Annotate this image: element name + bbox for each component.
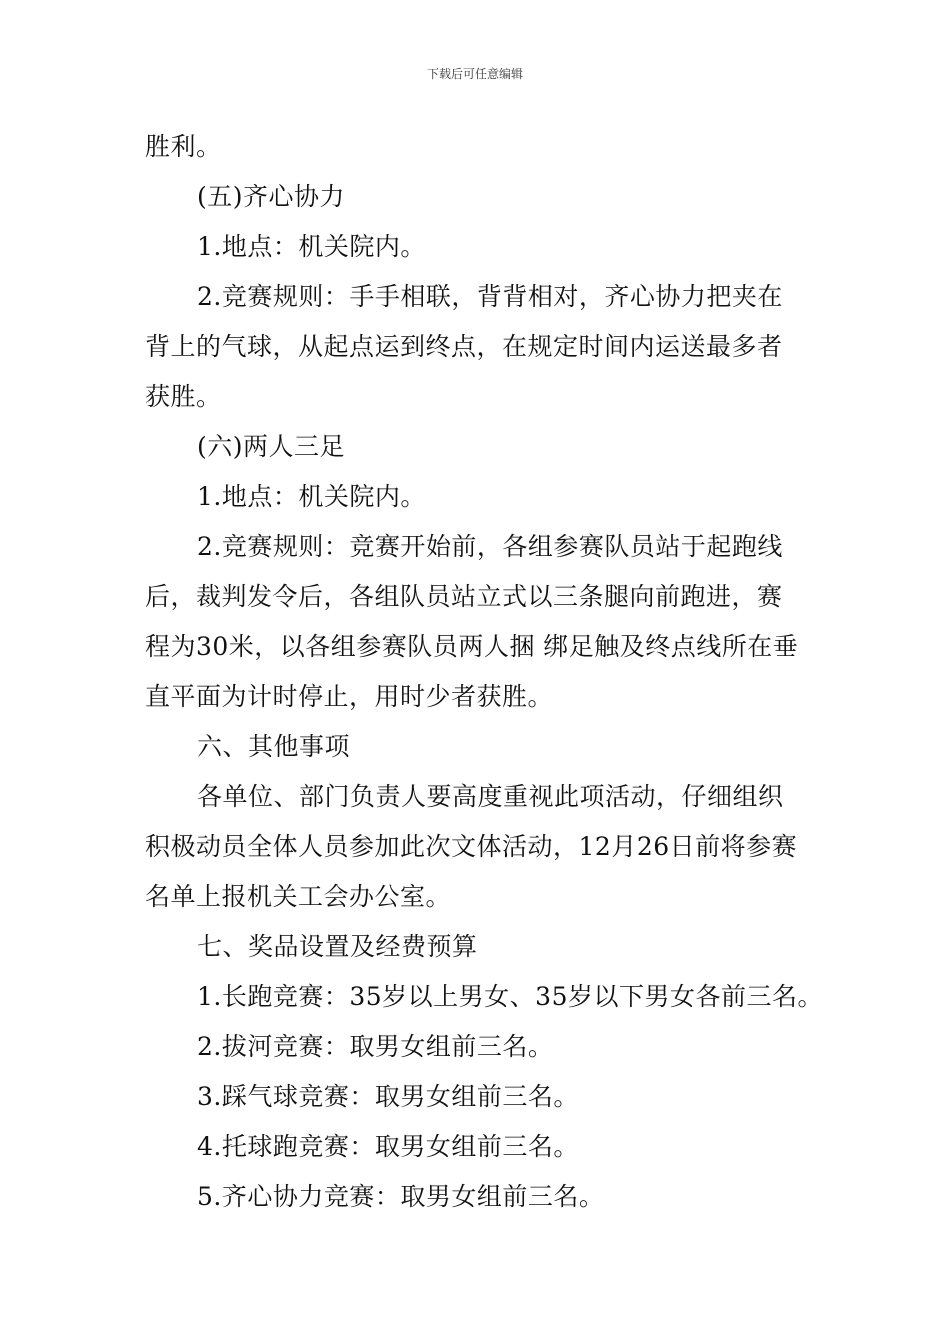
section-heading: (六)两人三足 [197,432,346,461]
paragraph-line: 直平面为计时停止，用时少者获胜。 [145,682,554,711]
paragraph-line: 获胜。 [145,382,222,411]
paragraph-line: 名单上报机关工会办公室。 [145,882,452,911]
page-header-note: 下载后可任意编辑 [426,67,523,81]
paragraph-line: 积极动员全体人员参加此次文体活动，12月26日前将参赛 [145,832,798,861]
list-item: 1.长跑竞赛：35岁以上男女、35岁以下男女各前三名。 [197,982,823,1011]
paragraph-line: 背上的气球，从起点运到终点，在规定时间内运送最多者 [145,332,783,361]
paragraph-line: 胜利。 [145,132,222,161]
section-heading: 六、其他事项 [197,732,351,761]
list-item: 2.拔河竞赛：取男女组前三名。 [197,1032,554,1061]
section-heading: (五)齐心协力 [197,182,346,211]
list-item: 5.齐心协力竞赛：取男女组前三名。 [197,1182,605,1211]
list-item: 2.竞赛规则：手手相联，背背相对，齐心协力把夹在 [197,282,783,311]
list-item: 1.地点：机关院内。 [197,232,426,261]
document-body [145,122,823,1222]
list-item: 1.地点：机关院内。 [197,482,426,511]
list-item: 3.踩气球竞赛：取男女组前三名。 [197,1082,579,1111]
paragraph-line: 后，裁判发令后，各组队员站立式以三条腿向前跑进，赛 [145,582,783,611]
paragraph-line: 各单位、部门负责人要高度重视此项活动，仔细组织 [197,782,784,811]
section-heading: 七、奖品设置及经费预算 [197,932,478,961]
list-item: 2.竞赛规则：竞赛开始前，各组参赛队员站于起跑线 [197,532,783,561]
paragraph-line: 程为30米，以各组参赛队员两人捆 绑足触及终点线所在垂 [145,632,799,661]
list-item: 4.托球跑竞赛：取男女组前三名。 [197,1132,579,1161]
